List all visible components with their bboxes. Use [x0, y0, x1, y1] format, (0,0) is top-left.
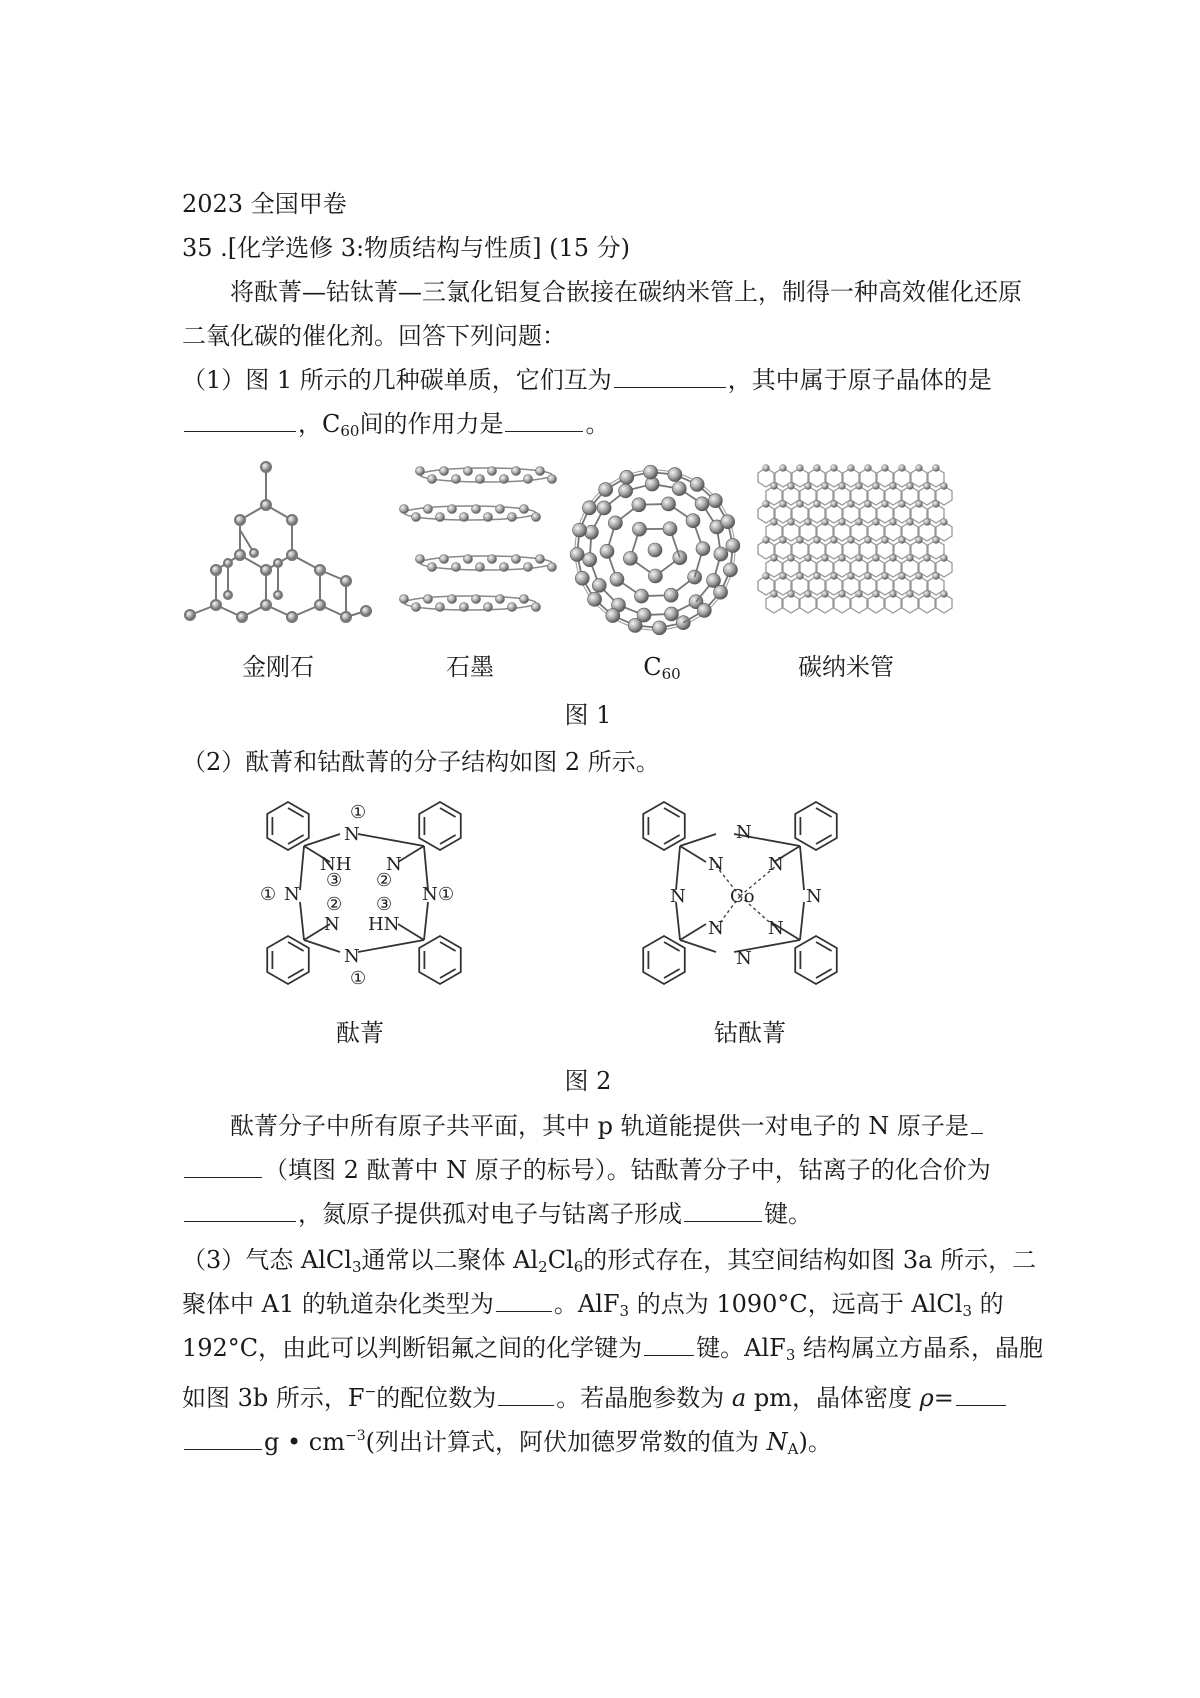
superscript: −3 — [344, 1428, 366, 1444]
part3-line-2 — [182, 1284, 1004, 1331]
answer-blank[interactable] — [496, 1285, 552, 1312]
figure1-label-c60 — [632, 652, 692, 689]
label-mark1-right: ① — [438, 884, 455, 905]
part3-text: 192°C，由此可以判断铝氟之间的化学键为 — [182, 1334, 643, 1362]
label-hn: HN — [368, 914, 400, 935]
part3-text: 结构属立方晶系，晶胞 — [795, 1334, 1044, 1362]
part2-text-3b: 键。 — [764, 1200, 812, 1228]
label-mark1-top: ① — [350, 802, 367, 823]
answer-blank[interactable] — [644, 1329, 694, 1356]
italic-rho: ρ — [919, 1384, 934, 1412]
label-mark3-a: ③ — [326, 870, 343, 891]
subscript: 3 — [962, 1302, 972, 1320]
answer-blank[interactable] — [684, 1195, 762, 1222]
figure1-carbon-allotropes — [180, 455, 970, 645]
co-label-n-ll: N — [708, 918, 724, 939]
part3-text: 通常以二聚体 Al — [361, 1246, 539, 1274]
part3-text: 的配位数为 — [376, 1384, 497, 1412]
part2-intro: （2）酞菁和钴酞菁的分子结构如图 2 所示。 — [182, 748, 660, 776]
figure1-caption: 图 1 — [564, 701, 612, 729]
subscript: 2 — [538, 1258, 548, 1276]
part3-text: Cl — [547, 1246, 574, 1274]
answer-blank[interactable] — [971, 1107, 983, 1134]
part3-text: g • cm — [264, 1428, 345, 1456]
part3-line-1 — [182, 1240, 1036, 1287]
part3-text: pm，晶体密度 — [746, 1384, 920, 1412]
question-title: 35 .[化学选修 3:物质结构与性质] (15 分) — [182, 234, 631, 262]
italic-a: a — [731, 1384, 747, 1412]
part3-text: 的 — [972, 1290, 1004, 1318]
label-n-bottom: N — [344, 946, 360, 967]
part3-text: = — [933, 1384, 954, 1412]
c60-structure-drawing — [570, 465, 740, 635]
answer-blank[interactable] — [184, 1151, 262, 1178]
diamond-structure-drawing — [185, 462, 371, 622]
figure2-phthalocyanine-structures — [180, 790, 1010, 1010]
co-label-n-left: N — [670, 886, 686, 907]
subscript: 6 — [573, 1258, 584, 1276]
part3-text: 聚体中 A1 的轨道杂化类型为 — [182, 1290, 494, 1318]
co-label-n-ul: N — [708, 854, 724, 875]
label-mark2-a: ② — [326, 894, 343, 915]
subscript: 3 — [785, 1346, 796, 1364]
graphite-structure-drawing — [400, 467, 557, 612]
label-n-inner-left-bottom: N — [324, 914, 340, 935]
answer-blank[interactable] — [956, 1379, 1006, 1406]
part3-line-4 — [182, 1372, 1008, 1418]
figure1-label-nanotube: 碳纳米管 — [798, 653, 894, 681]
label-nh: NH — [320, 854, 352, 875]
part1-text-b: ，其中属于原子晶体的是 — [727, 366, 992, 394]
label-n-top: N — [344, 824, 360, 845]
co-label-n-right: N — [806, 886, 822, 907]
co-label-n-lr: N — [768, 918, 784, 939]
label-mark1-left: ① — [260, 884, 277, 905]
answer-blank[interactable] — [184, 1195, 296, 1222]
part2-line-2 — [182, 1150, 991, 1190]
co-label-n-bottom: N — [736, 948, 752, 969]
part2-text-2: （填图 2 酞菁中 N 原子的标号）。钴酞菁分子中，钴离子的化合价为 — [264, 1156, 991, 1184]
label-n-left: N — [284, 884, 300, 905]
part3-line-5 — [182, 1416, 832, 1469]
answer-blank[interactable] — [184, 405, 296, 432]
part3-text: 的形式存在，其空间结构如图 3a 所示，二 — [583, 1246, 1037, 1274]
c60-main: C — [643, 653, 662, 681]
answer-blank[interactable] — [614, 361, 726, 388]
part2-line-3 — [182, 1194, 812, 1234]
exam-year-title: 2023 全国甲卷 — [182, 190, 347, 218]
answer-blank[interactable] — [505, 405, 583, 432]
c60-sub: 60 — [661, 665, 681, 683]
label-mark2-b: ② — [376, 870, 393, 891]
part3-line-3 — [182, 1328, 1043, 1375]
label-mark3-b: ③ — [376, 894, 393, 915]
part2-text-3: ，氮原子提供孤对电子与钴离子形成 — [298, 1200, 682, 1228]
part1-text-a: （1）图 1 所示的几种碳单质，它们互为 — [182, 366, 612, 394]
part3-text: 键。AlF — [696, 1334, 786, 1362]
part1-text-e: 。 — [585, 410, 610, 438]
part3-text: （3）气态 AlCl — [182, 1246, 352, 1274]
part3-text: 的点为 1090°C，远高于 AlCl — [629, 1290, 963, 1318]
answer-blank[interactable] — [498, 1379, 554, 1406]
intro-line-2: 二氧化碳的催化剂。回答下列问题： — [182, 322, 566, 350]
figure1-label-graphite: 石墨 — [446, 653, 494, 681]
italic-n: N — [766, 1428, 788, 1456]
part3-text: 。AlF — [553, 1290, 620, 1318]
figure2-caption: 图 2 — [564, 1067, 612, 1095]
superscript: − — [364, 1384, 377, 1400]
part3-text: 。若晶胞参数为 — [556, 1384, 732, 1412]
co-label-n-top: N — [736, 822, 752, 843]
part3-text: )。 — [798, 1428, 832, 1456]
part1-text-d: 间的作用力是 — [359, 410, 504, 438]
co-label-co: Co — [730, 886, 755, 907]
part1-c60-sub: 60 — [340, 422, 360, 440]
subscript: 3 — [619, 1302, 630, 1320]
label-n-inner-right-top: N — [386, 854, 402, 875]
part1-text-c: ，C — [298, 410, 341, 438]
part1-line-1 — [182, 360, 992, 400]
intro-line-1: 将酞菁—钴钛菁—三氯化铝复合嵌接在碳纳米管上，制得一种高效催化还原 — [230, 278, 1022, 306]
part2-line-1 — [230, 1106, 985, 1146]
answer-blank[interactable] — [184, 1423, 262, 1450]
co-label-n-ur: N — [768, 854, 784, 875]
figure2-label-right: 钴酞菁 — [714, 1019, 786, 1047]
part2-text-1: 酞菁分子中所有原子共平面，其中 p 轨道能提供一对电子的 N 原子是 — [230, 1112, 969, 1140]
label-mark1-bottom: ① — [350, 968, 367, 989]
figure2-label-left: 酞菁 — [336, 1019, 384, 1047]
figure1-label-diamond: 金刚石 — [242, 653, 314, 681]
subscript: 3 — [351, 1258, 362, 1276]
part3-text: 如图 3b 所示，F — [182, 1384, 365, 1412]
label-n-right: N — [422, 884, 438, 905]
subscript: A — [787, 1440, 799, 1458]
part3-text: (列出计算式，阿伏加德罗常数的值为 — [365, 1428, 767, 1456]
part1-line-2 — [182, 404, 609, 451]
nanotube-structure-drawing — [758, 465, 952, 614]
